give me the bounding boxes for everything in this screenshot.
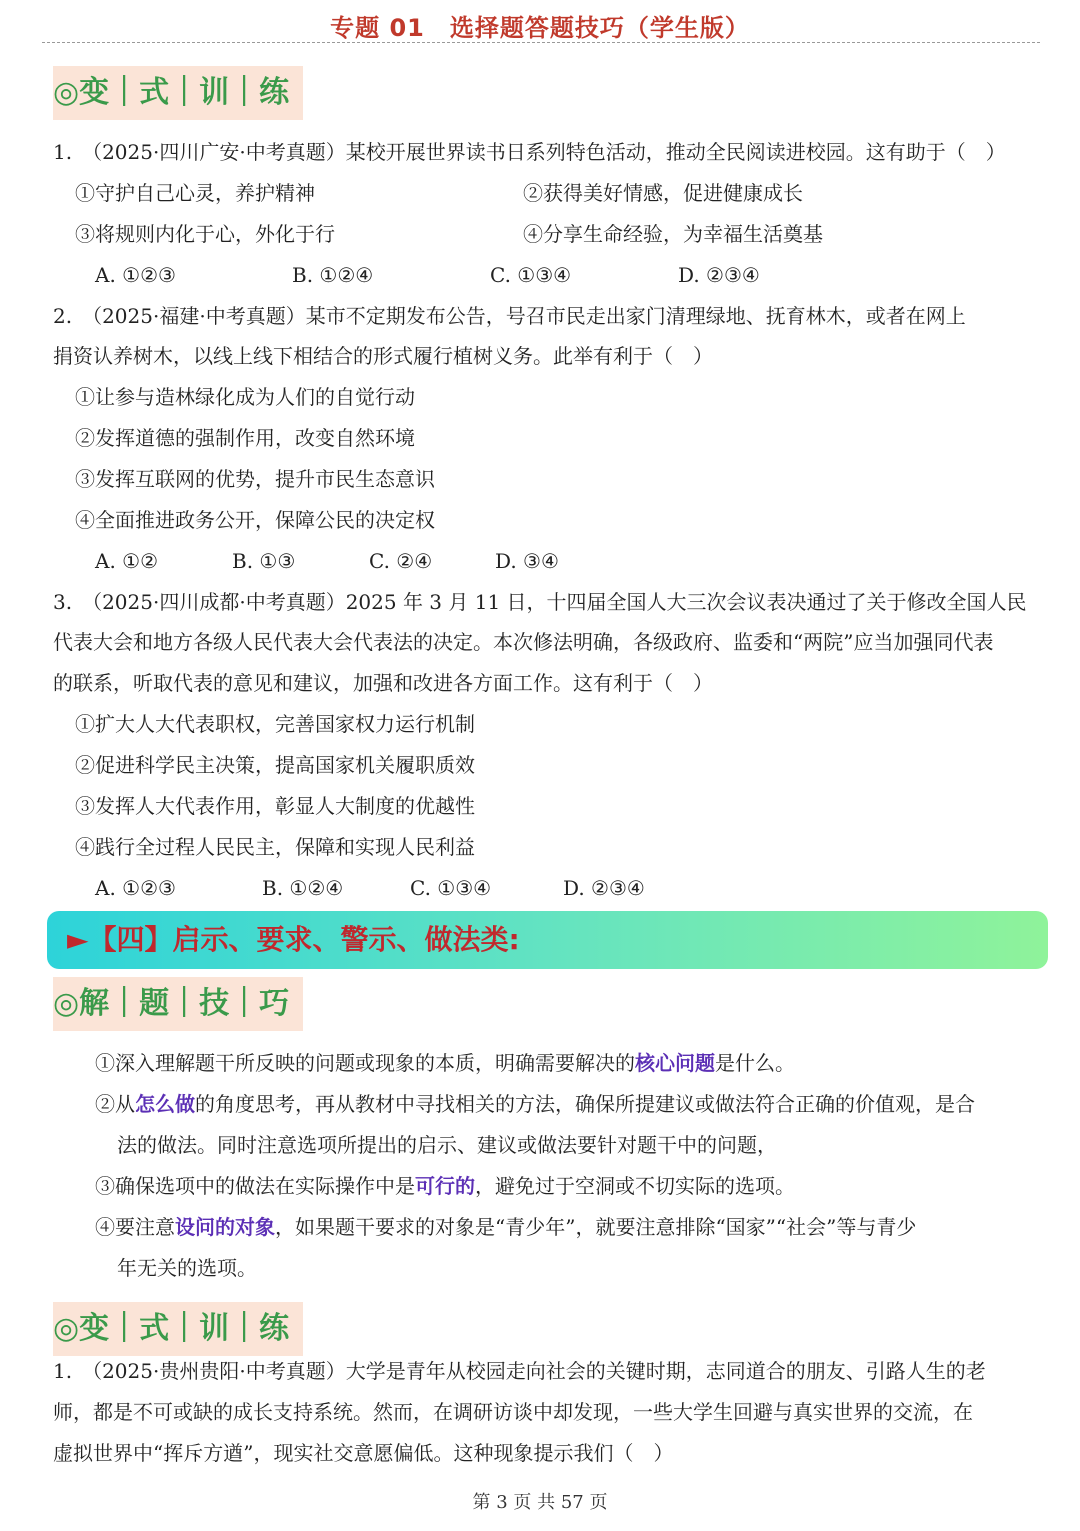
statement-item: ③发挥人大代表作用，彰显人大制度的优越性 xyxy=(75,794,475,818)
tip-2-continued: 法的做法。同时注意选项所提出的启示、建议或做法要针对题干中的问题， xyxy=(117,1133,777,1157)
tip-text: ②从 xyxy=(95,1092,135,1116)
section-tag-tips: ◎解｜题｜技｜巧 xyxy=(53,977,303,1031)
answer-option[interactable]: C. ①③④ xyxy=(490,263,572,287)
question-stem: 1. （2025·四川广安·中考真题）某校开展世界读书日系列特色活动，推动全民阅读进校园。这有助于（ ） xyxy=(53,140,1006,164)
tip-highlight: 怎么做 xyxy=(135,1092,195,1116)
answer-option[interactable]: D. ②③④ xyxy=(678,263,760,287)
statement-item: ④分享生命经验，为幸福生活奠基 xyxy=(523,222,823,246)
tip-text: 是什么。 xyxy=(715,1051,795,1075)
question-stem: 3. （2025·四川成都·中考真题）2025 年 3 月 11 日，十四届全国人大三次会议表决通过了关于修改全国人民 xyxy=(53,590,1027,614)
tip-text: ，避免过于空洞或不切实际的选项。 xyxy=(475,1174,795,1198)
statement-item: ①守护自己心灵，养护精神 xyxy=(75,181,315,205)
section-tag-practice: ◎变｜式｜训｜练 xyxy=(53,66,303,120)
statement-item: ②促进科学民主决策，提高国家机关履职质效 xyxy=(75,753,475,777)
section-tag-practice: ◎变｜式｜训｜练 xyxy=(53,1302,303,1356)
question-stem: 师，都是不可或缺的成长支持系统。然而，在调研访谈中却发现，一些大学生回避与真实世界的交流，在 xyxy=(53,1400,973,1424)
answer-option[interactable]: C. ②④ xyxy=(369,549,433,573)
page-title: 专题 01 选择题答题技巧（学生版） xyxy=(330,14,750,42)
answer-option[interactable]: C. ①③④ xyxy=(410,876,492,900)
tip-text: ③确保选项中的做法在实际操作中是 xyxy=(95,1174,415,1198)
tip-text: 的角度思考，再从教材中寻找相关的方法，确保所提建议或做法符合正确的价值观，是合 xyxy=(195,1092,975,1116)
answer-option[interactable]: A. ①② xyxy=(95,549,159,573)
category-banner xyxy=(47,911,1048,969)
answer-option[interactable]: A. ①②③ xyxy=(95,263,176,287)
question-stem: 虚拟世界中“挥斥方遒”，现实社交意愿偏低。这种现象提示我们（ ） xyxy=(53,1441,674,1465)
tip-1 xyxy=(95,1049,795,1077)
question-stem: 的联系，听取代表的意见和建议，加强和改进各方面工作。这有利于（ ） xyxy=(53,671,713,695)
answer-option[interactable]: D. ②③④ xyxy=(563,876,645,900)
header-divider xyxy=(42,42,1040,43)
tip-text: ④要注意 xyxy=(95,1215,175,1239)
tip-highlight: 可行的 xyxy=(415,1174,475,1198)
statement-item: ①扩大人大代表职权，完善国家权力运行机制 xyxy=(75,712,475,736)
tip-highlight: 核心问题 xyxy=(635,1051,715,1075)
question-stem: 代表大会和地方各级人民代表大会代表法的决定。本次修法明确，各级政府、监委和“两院”应当加强同代表 xyxy=(53,630,994,654)
answer-option[interactable]: B. ①②④ xyxy=(292,263,374,287)
statement-item: ②获得美好情感，促进健康成长 xyxy=(523,181,803,205)
statement-item: ③将规则内化于心，外化于行 xyxy=(75,222,335,246)
statement-item: ②发挥道德的强制作用，改变自然环境 xyxy=(75,426,415,450)
tip-highlight: 设问的对象 xyxy=(175,1215,275,1239)
tip-4 xyxy=(95,1213,916,1241)
answer-option[interactable]: B. ①③ xyxy=(232,549,296,573)
tip-4-continued: 年无关的选项。 xyxy=(117,1256,257,1280)
tip-text: ，如果题干要求的对象是“青少年”，就要注意排除“国家”“社会”等与青少 xyxy=(275,1215,917,1239)
answer-option[interactable]: A. ①②③ xyxy=(95,876,176,900)
question-stem: 捐资认养树木，以线上线下相结合的形式履行植树义务。此举有利于（ ） xyxy=(53,344,713,368)
tip-text: ①深入理解题干所反映的问题或现象的本质，明确需要解决的 xyxy=(95,1051,635,1075)
banner-title: ►【四】启示、要求、警示、做法类: xyxy=(67,923,520,956)
statement-item: ③发挥互联网的优势，提升市民生态意识 xyxy=(75,467,435,491)
statement-item: ④践行全过程人民民主，保障和实现人民利益 xyxy=(75,835,475,859)
answer-option[interactable]: B. ①②④ xyxy=(262,876,344,900)
tip-2 xyxy=(95,1090,975,1118)
question-stem: 2. （2025·福建·中考真题）某市不定期发布公告，号召市民走出家门清理绿地、抚育林木，或者在网上 xyxy=(53,304,966,328)
question-stem: 1. （2025·贵州贵阳·中考真题）大学是青年从校园走向社会的关键时期，志同道合的朋友、引路人生的老 xyxy=(53,1359,986,1383)
page-footer: 第 3 页 共 57 页 xyxy=(472,1492,608,1513)
answer-option[interactable]: D. ③④ xyxy=(495,549,559,573)
tip-3 xyxy=(95,1172,795,1200)
statement-item: ④全面推进政务公开，保障公民的决定权 xyxy=(75,508,435,532)
statement-item: ①让参与造林绿化成为人们的自觉行动 xyxy=(75,385,415,409)
